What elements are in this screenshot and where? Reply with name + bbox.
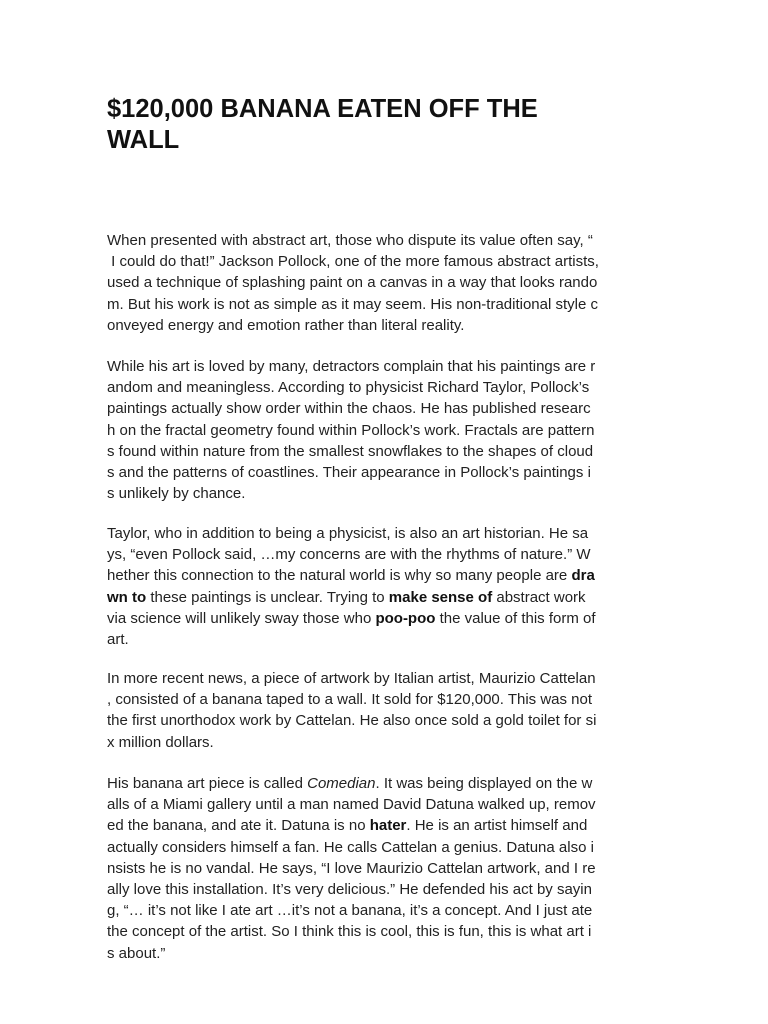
text-line bbox=[107, 773, 596, 794]
text-line bbox=[107, 587, 596, 608]
text-line bbox=[107, 879, 596, 900]
text-line bbox=[107, 837, 596, 858]
text-run: When presented with abstract art, those who dispute its value often say, “ bbox=[107, 232, 593, 249]
text-line bbox=[107, 900, 596, 921]
bold-phrase: wn to bbox=[107, 588, 147, 606]
text-run: s found within nature from the smallest snowflakes to the shapes of cloud bbox=[107, 442, 594, 460]
text-run: the concept of the artist. So I think this is cool, this is fun, this is what art i bbox=[107, 923, 592, 941]
text-line bbox=[107, 668, 596, 689]
text-line bbox=[107, 230, 599, 251]
text-run: ys, “even Pollock said, …my concerns are with the rhythms of nature.” W bbox=[107, 546, 591, 564]
document-page bbox=[107, 94, 663, 962]
bold-phrase: poo-poo bbox=[375, 609, 436, 627]
text-line bbox=[107, 315, 599, 336]
text-run: I could do that!” Jackson Pollock, one of the more famous abstract artists, bbox=[107, 253, 599, 271]
text-run: ally love this installation. It’s very delicious.” He defended his act by sayin bbox=[107, 881, 592, 899]
text-run: abstract work bbox=[492, 588, 586, 606]
text-line bbox=[107, 710, 596, 731]
text-line bbox=[107, 441, 595, 462]
text-run: Taylor, who in addition to being a physicist, is also an art historian. He sa bbox=[107, 525, 589, 542]
bold-phrase: make sense of bbox=[388, 588, 493, 606]
text-run: art. bbox=[107, 631, 129, 649]
text-run: hether this connection to the natural world is why so many people are bbox=[107, 567, 572, 585]
paragraph bbox=[107, 668, 596, 753]
text-run: In more recent news, a piece of artwork by Italian artist, Maurizio Cattelan bbox=[107, 670, 596, 687]
text-run: , consisted of a banana taped to a wall. It sold for $120,000. This was not bbox=[107, 691, 593, 709]
text-run: While his art is loved by many, detractors complain that his paintings are r bbox=[107, 358, 596, 375]
text-line bbox=[107, 544, 596, 565]
text-run: s unlikely by chance. bbox=[107, 485, 246, 503]
text-line bbox=[107, 356, 595, 377]
text-line bbox=[107, 377, 595, 398]
text-line bbox=[107, 732, 596, 753]
text-run: . It was being displayed on the w bbox=[375, 775, 593, 792]
text-line bbox=[107, 689, 596, 710]
text-line bbox=[107, 921, 596, 942]
text-run: ed the banana, and ate it. Datuna is no bbox=[107, 817, 370, 835]
text-line bbox=[107, 398, 595, 419]
text-line bbox=[107, 523, 596, 544]
text-run: via science will unlikely sway those who bbox=[107, 609, 376, 627]
text-line bbox=[107, 462, 595, 483]
text-run: andom and meaningless. According to physicist Richard Taylor, Pollock’s bbox=[107, 379, 590, 397]
paragraph bbox=[107, 773, 596, 964]
text-line bbox=[107, 608, 596, 629]
text-run: these paintings is unclear. Trying to bbox=[146, 588, 389, 606]
text-line bbox=[107, 815, 596, 836]
text-line bbox=[107, 629, 596, 650]
italic-title: Comedian bbox=[307, 775, 376, 792]
text-run: nsists he is no vandal. He says, “I love Maurizio Cattelan artwork, and I re bbox=[107, 859, 596, 877]
text-run: s about.” bbox=[107, 944, 166, 962]
text-line bbox=[107, 858, 596, 879]
title-line: $120,000 BANANA EATEN OFF THE bbox=[107, 95, 538, 123]
paragraph bbox=[107, 230, 599, 336]
text-run: the first unorthodox work by Cattelan. He also once sold a gold toilet for si bbox=[107, 712, 597, 730]
text-line bbox=[107, 483, 595, 504]
bold-phrase: dra bbox=[571, 567, 595, 585]
text-run: the value of this form of bbox=[435, 609, 596, 627]
text-run: h on the fractal geometry found within Pollock’s work. Fractals are pattern bbox=[107, 421, 595, 439]
text-line bbox=[107, 272, 599, 293]
paragraph bbox=[107, 356, 595, 504]
paragraph bbox=[107, 523, 596, 650]
bold-phrase: hater bbox=[369, 817, 407, 835]
title-line: WALL bbox=[107, 126, 180, 154]
text-run: actually considers himself a fan. He calls Cattelan a genius. Datuna also i bbox=[107, 838, 594, 856]
text-run: x million dollars. bbox=[107, 733, 214, 751]
text-line bbox=[107, 565, 596, 586]
text-run: s and the patterns of coastlines. Their appearance in Pollock’s paintings i bbox=[107, 464, 591, 482]
text-line bbox=[107, 420, 595, 441]
text-run: paintings actually show order within the chaos. He has published researc bbox=[107, 400, 591, 418]
text-line bbox=[107, 794, 596, 815]
text-run: onveyed energy and emotion rather than literal reality. bbox=[107, 316, 465, 334]
text-run: g, “… it’s not like I ate art …it’s not a banana, it’s a concept. And I just ate bbox=[107, 902, 593, 920]
text-run: m. But his work is not as simple as it may seem. His non-traditional style c bbox=[107, 295, 599, 313]
text-line bbox=[107, 251, 599, 272]
text-run: . He is an artist himself and bbox=[406, 817, 588, 835]
text-line bbox=[107, 294, 599, 315]
text-line bbox=[107, 943, 596, 964]
text-run: His banana art piece is called bbox=[107, 775, 308, 792]
text-run: used a technique of splashing paint on a canvas in a way that looks rando bbox=[107, 274, 598, 292]
text-run: alls of a Miami gallery until a man named David Datuna walked up, remov bbox=[107, 796, 596, 814]
article-title bbox=[107, 94, 663, 156]
